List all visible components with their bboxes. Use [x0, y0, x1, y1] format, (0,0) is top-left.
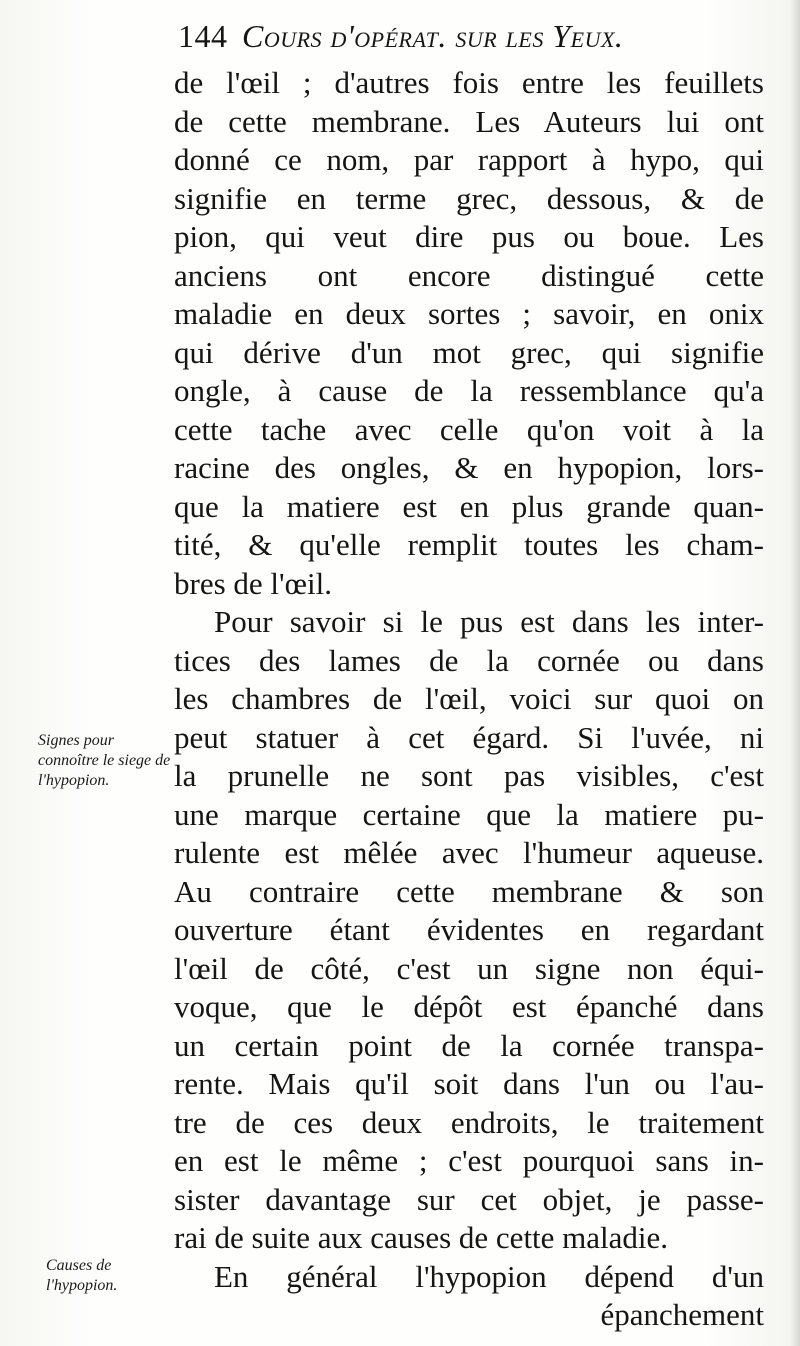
text-line: maladie en deux sortes ; savoir, en onix — [174, 296, 764, 331]
text-line: les chambres de l'œil, voici sur quoi on — [174, 681, 764, 716]
page-edge-shadow — [790, 0, 800, 1346]
text-line: tre de ces deux endroits, le traitement — [174, 1104, 764, 1140]
catchword-line: épanchement — [600, 1297, 764, 1332]
margin-note-text: Causes de l'hypopion. — [46, 1257, 118, 1294]
text-line: pion, qui veut dire pus ou boue. Les — [174, 219, 764, 254]
margin-note-signes — [38, 731, 178, 791]
text-line: voque, que le dépôt est épanché dans — [174, 989, 764, 1024]
text-line: en est le même ; c'est pourquoi sans in- — [174, 1143, 764, 1178]
text-line: ouverture étant évidentes en regardant — [174, 912, 764, 947]
page-body — [174, 64, 764, 1335]
text-line: signifie en terme grec, dessous, & de — [174, 180, 764, 216]
text-line: sister davantage sur cet objet, je passe- — [174, 1181, 764, 1217]
text-line: rente. Mais qu'il soit dans l'un ou l'au- — [174, 1066, 764, 1101]
running-header — [178, 18, 768, 68]
text-line: un certain point de la cornée transpa- — [174, 1027, 764, 1063]
margin-note-causes — [46, 1256, 171, 1296]
text-line: rulente est mêlée avec l'humeur aqueuse. — [174, 835, 764, 870]
text-line: de cette membrane. Les Auteurs lui ont — [174, 103, 764, 139]
text-line: bres de l'œil. — [174, 565, 332, 601]
text-line: cette tache avec celle qu'on voit à la — [174, 411, 764, 447]
text-line: ongle, à cause de la ressemblance qu'a — [174, 373, 764, 408]
paragraph-start-line: En général l'hypopion dépend d'un — [214, 1258, 764, 1294]
text-line: que la matiere est en plus grande quan- — [174, 488, 764, 524]
running-title: Cours d'opérat. sur les Yeux. — [242, 18, 624, 54]
text-line: anciens ont encore distingué cette — [174, 257, 764, 293]
page-number: 144 — [178, 18, 228, 54]
text-line: tité, & qu'elle remplit toutes les cham- — [174, 527, 764, 562]
text-line: tices des lames de la cornée ou dans — [174, 642, 764, 678]
text-line: la prunelle ne sont pas visibles, c'est — [174, 758, 764, 793]
margin-note-text: Signes pour connoître le siege de l'hypopion. — [38, 732, 171, 789]
text-line: Au contraire cette membrane & son — [174, 873, 764, 909]
text-line: rai de suite aux causes de cette maladie. — [174, 1220, 669, 1255]
text-line: l'œil de côté, c'est un signe non équi- — [174, 950, 764, 986]
text-line: racine des ongles, & en hypopion, lors- — [174, 450, 764, 485]
text-line: donné ce nom, par rapport à hypo, qui — [174, 142, 764, 177]
text-line: peut statuer à cet égard. Si l'uvée, ni — [174, 719, 764, 755]
text-line: une marque certaine que la matiere pu- — [174, 796, 764, 832]
text-line: de l'œil ; d'autres fois entre les feuillets — [174, 65, 764, 100]
paragraph-start-line: Pour savoir si le pus est dans les inter- — [214, 604, 764, 639]
text-line: qui dérive d'un mot grec, qui signifie — [174, 334, 764, 370]
